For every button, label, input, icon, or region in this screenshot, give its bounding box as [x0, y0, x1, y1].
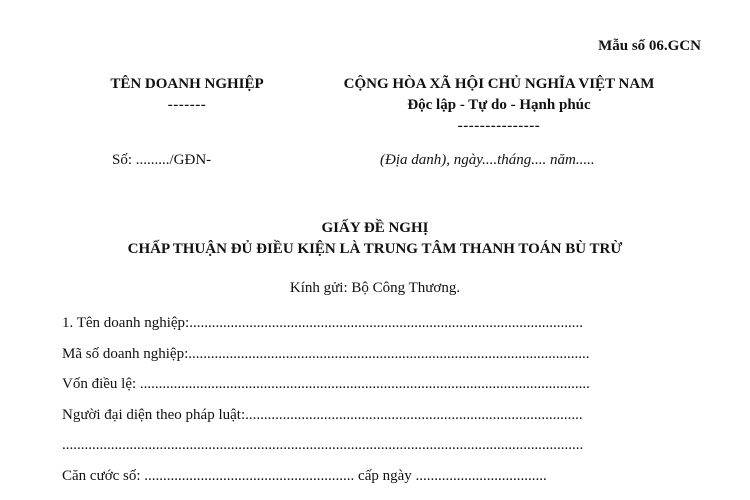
national-header: [318, 74, 680, 137]
company-header: [92, 74, 282, 116]
form-number: Mẫu số 06.GCN: [598, 38, 701, 54]
recipient: Kính gửi: Bộ Công Thương.: [289, 280, 461, 296]
field-charter-capital: Vốn điều lệ: ........................................................................................................................: [62, 376, 590, 392]
place-date: (Địa danh), ngày....tháng.... năm.....: [380, 152, 595, 168]
company-dashes: -------: [167, 97, 207, 113]
document-title: [0, 218, 750, 260]
field-representative-continued: ...........................................................................................................................................: [62, 437, 584, 453]
field-legal-representative: Người đại diện theo pháp luật:..........................................................................................: [62, 406, 583, 423]
national-dashes: ---------------: [457, 118, 541, 134]
title-line-1: GIẤY ĐỀ NGHỊ: [321, 220, 429, 236]
national-title: CỘNG HÒA XÃ HỘI CHỦ NGHĨA VIỆT NAM: [343, 76, 655, 92]
company-name: TÊN DOANH NGHIỆP: [110, 76, 264, 92]
field-id-card: Căn cước số: ........................................................ cấp ngày ...................................: [62, 467, 547, 484]
form-fields: [62, 313, 662, 496]
field-tax-code: Mã số doanh nghiệp:...........................................................................................................: [62, 345, 590, 362]
title-line-2: CHẤP THUẬN ĐỦ ĐIỀU KIỆN LÀ TRUNG TÂM THANH TOÁN BÙ TRỪ: [127, 241, 623, 257]
document-number: Số: ........./GĐN-: [112, 152, 212, 168]
national-motto: Độc lập - Tự do - Hạnh phúc: [407, 97, 591, 113]
field-company-name: 1. Tên doanh nghiệp:.........................................................................................................: [62, 315, 583, 331]
